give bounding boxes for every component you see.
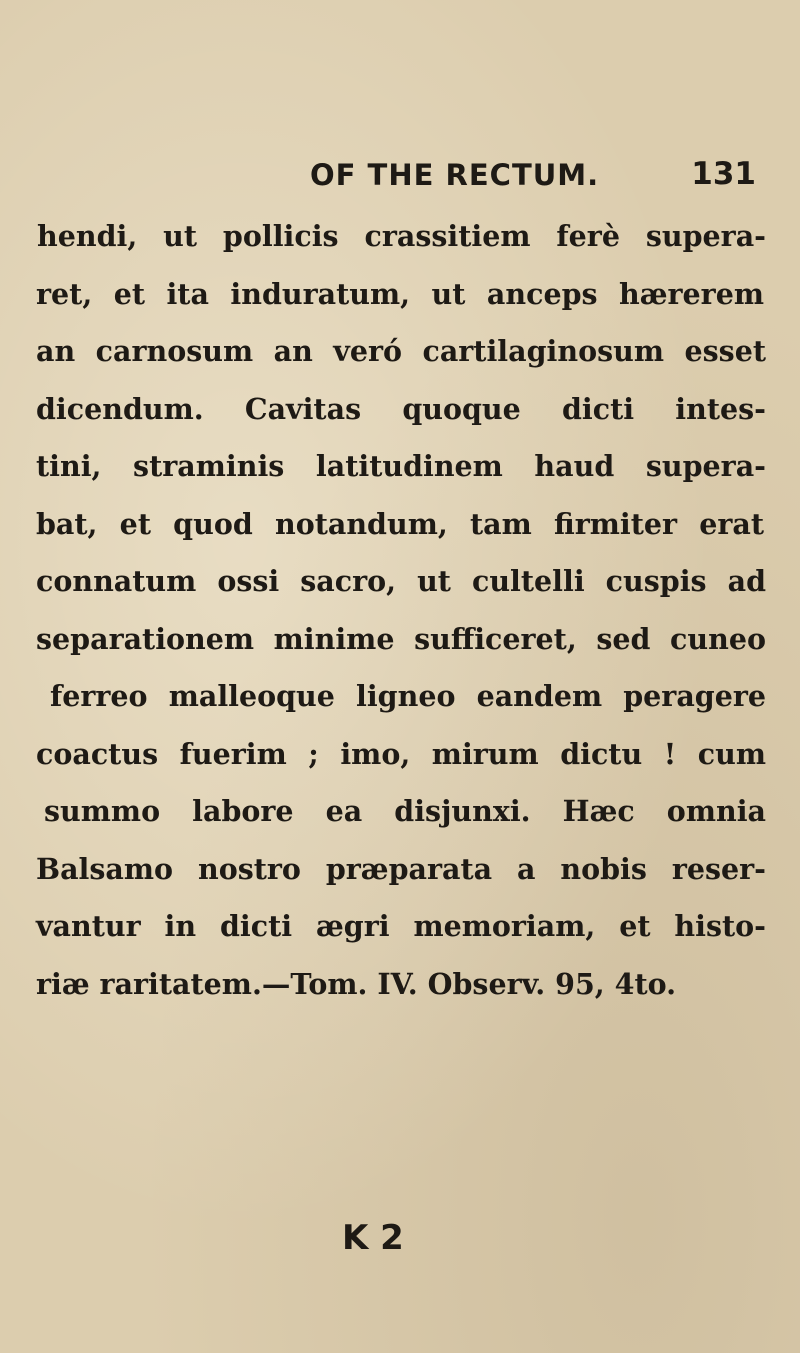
text-line: dicendum. Cavitas quoque dicti intes- <box>36 391 766 426</box>
text-line: coactus fuerim ; imo, mirum dictu ! cum <box>36 736 766 771</box>
body-text <box>36 208 766 1013</box>
running-head <box>310 158 770 202</box>
text-line: ret, et ita induratum, ut anceps hærerem <box>36 276 764 311</box>
page-number: 131 <box>691 156 756 192</box>
text-line: ferreo malleoque ligneo eandem peragere <box>50 679 766 713</box>
signature-mark: K 2 <box>342 1218 404 1258</box>
text-line: separationem minime sufficeret, sed cuneo <box>36 621 766 656</box>
text-line: connatum ossi sacro, ut cultelli cuspis ad <box>36 564 766 598</box>
text-line: an carnosum an veró cartilaginosum esset <box>36 334 766 368</box>
text-line: vantur in dicti ægri memoriam, et histo- <box>36 909 766 943</box>
text-line: bat, et quod notandum, tam firmiter erat <box>36 506 764 541</box>
text-line: Balsamo nostro præparata a nobis reser- <box>36 851 766 886</box>
text-line: summo labore ea disjunxi. Hæc omnia <box>44 794 766 828</box>
text-line: hendi, ut pollicis crassitiem ferè supera- <box>37 219 766 253</box>
text-line: tini, straminis latitudinem haud supera- <box>36 449 766 483</box>
text-line: riæ raritatem.—Tom. IV. Observ. 95, 4to. <box>36 966 677 1001</box>
running-title: OF THE RECTUM. <box>310 158 600 192</box>
